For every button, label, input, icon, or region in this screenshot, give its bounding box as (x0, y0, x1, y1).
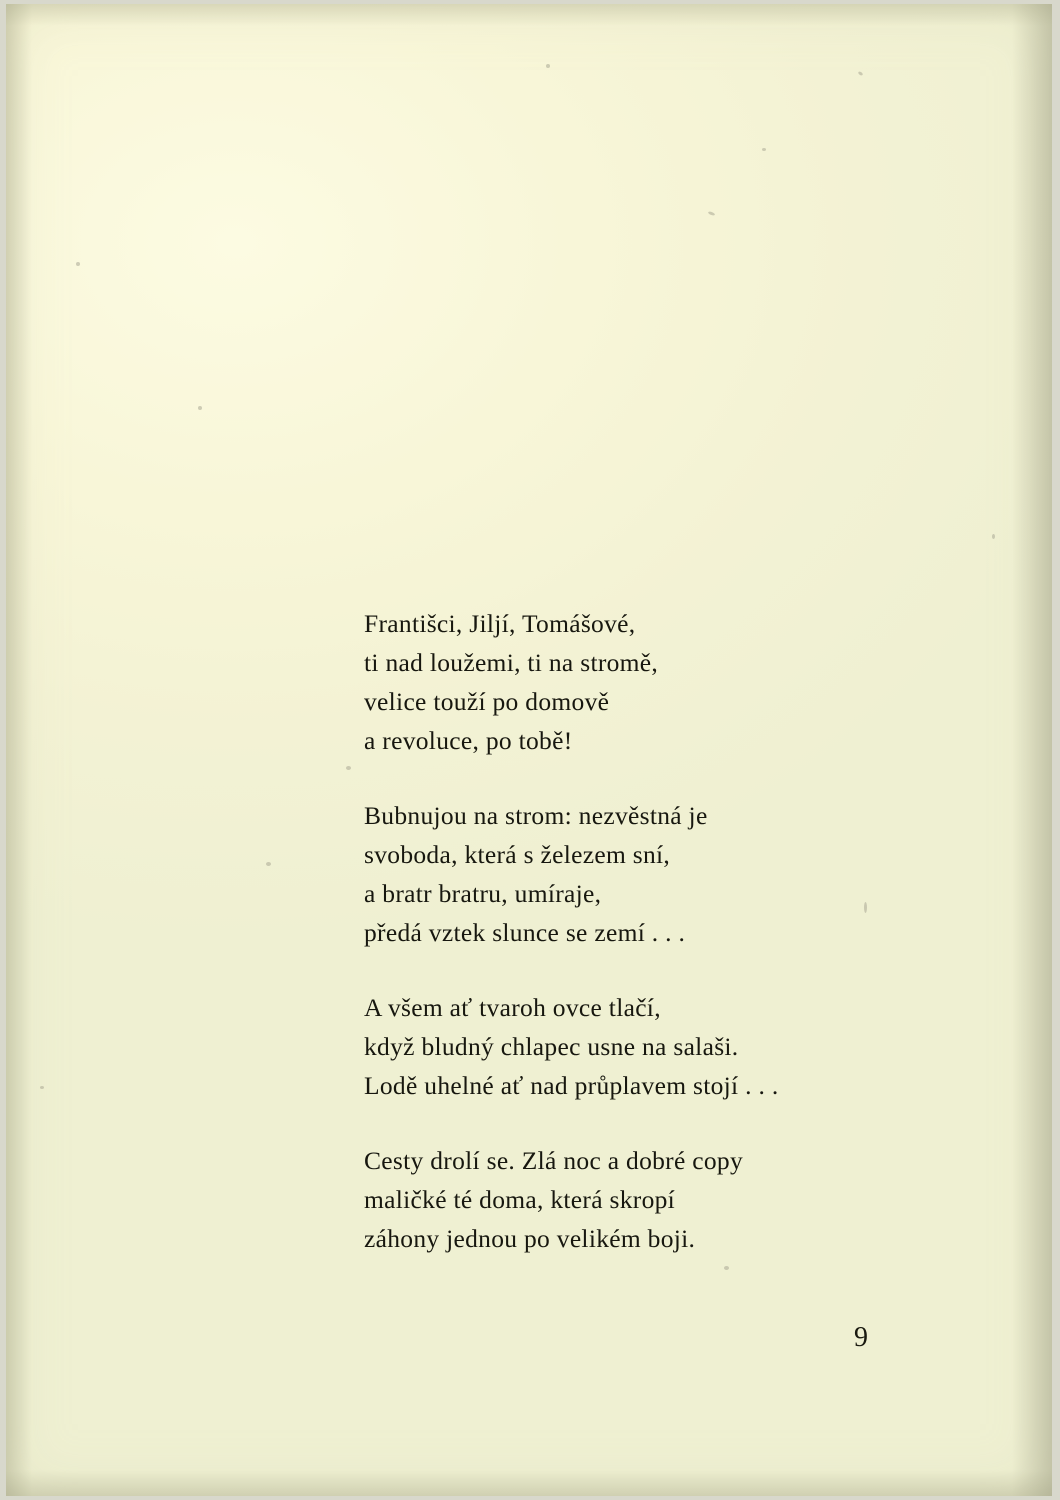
paper-speck (76, 262, 80, 266)
poem-stanza (364, 988, 984, 1105)
page-edge-shadow-right (1012, 4, 1052, 1496)
poem-line: záhony jednou po velikém boji. (364, 1224, 696, 1253)
page-edge-shadow-left (6, 4, 32, 1496)
paper-speck (266, 862, 271, 866)
paper-speck (858, 71, 864, 76)
page-number: 9 (854, 1322, 868, 1353)
poem-line: velice touží po domově (364, 687, 610, 716)
poem-line: svoboda, která s železem sní, (364, 840, 671, 869)
poem-line: a revoluce, po tobě! (364, 726, 573, 755)
poem-stanza (364, 1141, 984, 1258)
paper-speck (762, 148, 766, 151)
scanned-page (6, 4, 1052, 1496)
poem-line: maličké té doma, která skropí (364, 1185, 676, 1214)
poem-line: předá vztek slunce se zemí . . . (364, 918, 686, 947)
poem-stanza (364, 796, 984, 952)
poem-line: Lodě uhelné ať nad průplavem stojí . . . (364, 1071, 779, 1100)
paper-speck (346, 766, 351, 770)
poem-body (364, 604, 984, 1258)
poem-line: a bratr bratru, umíraje, (364, 879, 602, 908)
paper-speck (708, 211, 716, 216)
paper-speck (724, 1266, 729, 1270)
paper-speck (198, 406, 202, 410)
poem-line: Cesty drolí se. Zlá noc a dobré copy (364, 1146, 744, 1175)
page-edge-shadow-bottom (6, 1470, 1052, 1496)
poem-line: ti nad loužemi, ti na stromě, (364, 648, 659, 677)
poem-stanza (364, 604, 984, 760)
paper-speck (546, 64, 550, 68)
page-edge-shadow-top (6, 4, 1052, 26)
paper-speck (992, 534, 995, 539)
poem-line: Františci, Jiljí, Tomášové, (364, 609, 636, 638)
paper-speck (40, 1086, 44, 1089)
poem-line: A všem ať tvaroh ovce tlačí, (364, 993, 661, 1022)
poem-line: když bludný chlapec usne na salaši. (364, 1032, 739, 1061)
poem-line: Bubnujou na strom: nezvěstná je (364, 801, 708, 830)
